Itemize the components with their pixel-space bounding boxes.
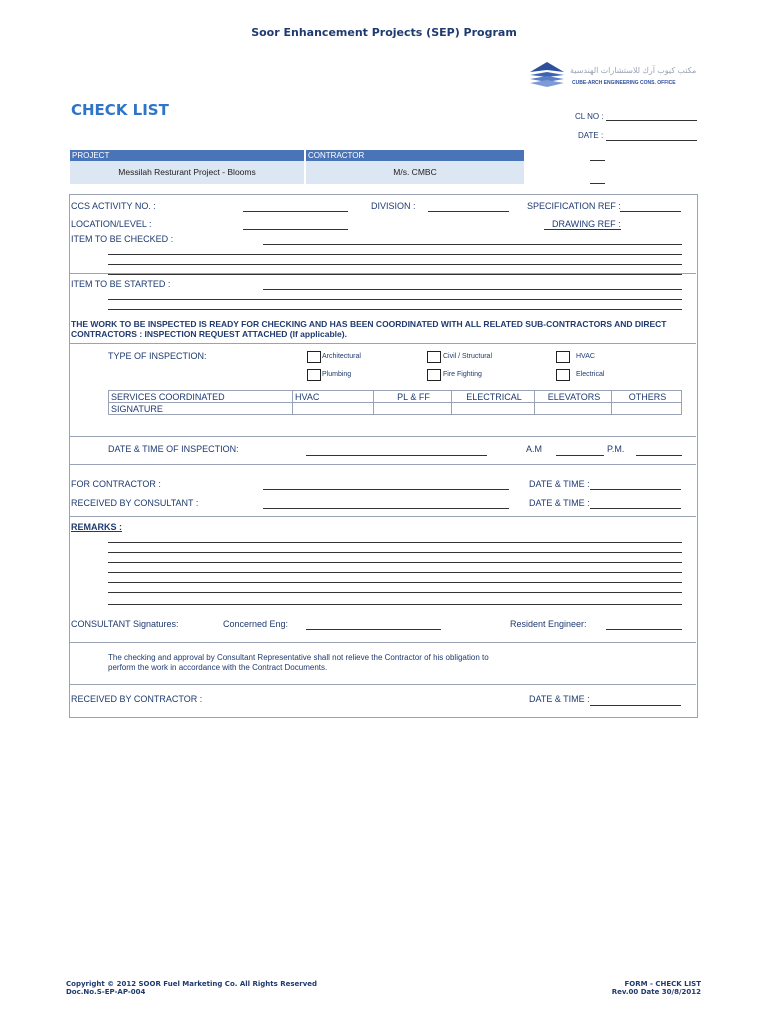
ccs-activity-field[interactable] (243, 211, 348, 212)
location-level-field[interactable] (243, 229, 348, 230)
civil-structural-label: Civil / Structural (443, 353, 493, 360)
item-checked-line-3[interactable] (108, 264, 682, 265)
am-label: A.M (526, 444, 543, 454)
inspection-notice: THE WORK TO BE INSPECTED IS READY FOR CHECKING AND HAS BEEN COORDINATED WITH ALL RELATED SUB-CONTRACTORS AND DIRECT CONTRACTORS : INSPECTION REQUEST ATTACHED (If applicable). (71, 319, 667, 339)
division-label: DIVISION : (371, 201, 416, 211)
table-row (109, 403, 682, 415)
footer-right (612, 980, 701, 996)
am-field[interactable] (556, 455, 604, 456)
pl-ff-signature-cell[interactable] (374, 403, 452, 415)
fire-fighting-label: Fire Fighting (443, 371, 482, 378)
electrical-signature-cell[interactable] (452, 403, 535, 415)
divider-3 (70, 436, 696, 437)
electrical-label: Electrical (576, 371, 605, 378)
project-block (70, 150, 304, 184)
pm-field[interactable] (636, 455, 682, 456)
logo-mark-icon (528, 60, 566, 90)
item-checked-label: ITEM TO BE CHECKED : (71, 234, 174, 244)
contractor-label: CONTRACTOR (306, 150, 524, 161)
hvac-label: HVAC (576, 353, 595, 360)
table-row (109, 391, 682, 403)
revision-text: Rev.00 Date 30/8/2012 (611, 988, 701, 996)
date-field[interactable] (606, 140, 697, 141)
resident-engineer-field[interactable] (606, 629, 682, 630)
item-started-line-2[interactable] (108, 299, 682, 300)
contractor-date-time-field[interactable] (590, 705, 681, 706)
division-field[interactable] (428, 211, 509, 212)
remarks-line-6[interactable] (108, 592, 682, 593)
contractor-value: M/s. CMBC (306, 161, 524, 184)
contractor-date-time-label: DATE & TIME : (529, 694, 590, 704)
footer-left (66, 980, 317, 996)
item-started-label: ITEM TO BE STARTED : (71, 279, 171, 289)
divider-4 (70, 464, 696, 465)
item-started-line-1[interactable] (263, 289, 682, 290)
remarks-line-4[interactable] (108, 572, 682, 573)
program-title: Soor Enhancement Projects (SEP) Program (251, 26, 517, 39)
signature-label-cell: SIGNATURE (109, 403, 293, 415)
contractor-block (306, 150, 524, 184)
specification-ref-field[interactable] (620, 211, 681, 212)
project-value: Messilah Resturant Project - Blooms (70, 161, 304, 184)
for-contractor-date-time-field[interactable] (590, 489, 681, 490)
project-label: PROJECT (70, 150, 304, 161)
disclaimer-line-2: perform the work in accordance with the Contract Documents. (108, 663, 328, 672)
ccs-activity-label: CCS ACTIVITY NO. : (71, 201, 156, 211)
consultant-signatures-label: CONSULTANT Signatures: (71, 619, 179, 629)
concerned-eng-field[interactable] (306, 629, 441, 630)
form-name-text: FORM - CHECK LIST (624, 980, 701, 988)
remarks-line-5[interactable] (108, 582, 682, 583)
item-checked-line-1[interactable] (263, 244, 682, 245)
services-table (108, 390, 682, 415)
pl-ff-header-cell: PL & FF (374, 391, 452, 403)
remarks-label: REMARKS : (71, 522, 122, 532)
cl-no-label: CL NO : (575, 112, 604, 121)
location-level-label: LOCATION/LEVEL : (71, 219, 152, 229)
disclaimer-line-1: The checking and approval by Consultant Representative shall not relieve the Contractor of his obligation to (108, 653, 489, 662)
for-contractor-date-time-label: DATE & TIME : (529, 479, 590, 489)
received-by-consultant-field[interactable] (263, 508, 509, 509)
electrical-header-cell: ELECTRICAL (452, 391, 535, 403)
architectural-checkbox[interactable] (307, 351, 321, 363)
cl-no-field[interactable] (606, 120, 697, 121)
fire-fighting-checkbox[interactable] (427, 369, 441, 381)
divider-2 (70, 343, 696, 344)
type-of-inspection-label: TYPE OF INSPECTION: (108, 351, 207, 361)
services-coordinated-cell: SERVICES COORDINATED (109, 391, 293, 403)
short-line-1 (590, 160, 605, 161)
divider-5 (70, 516, 696, 517)
remarks-line-3[interactable] (108, 562, 682, 563)
for-contractor-label: FOR CONTRACTOR : (71, 479, 161, 489)
consultant-date-time-label: DATE & TIME : (529, 498, 590, 508)
specification-ref-label: SPECIFICATION REF : (527, 201, 621, 211)
others-signature-cell[interactable] (612, 403, 682, 415)
copyright-text: Copyright © 2012 SOOR Fuel Marketing Co. All Rights Reserved (66, 980, 318, 988)
others-header-cell: OTHERS (612, 391, 682, 403)
received-by-contractor-label: RECEIVED BY CONTRACTOR : (71, 694, 203, 704)
elevators-header-cell: ELEVATORS (535, 391, 612, 403)
hvac-header-cell: HVAC (293, 391, 374, 403)
received-by-consultant-label: RECEIVED BY CONSULTANT : (71, 498, 199, 508)
drawing-ref-field[interactable] (544, 229, 621, 230)
logo-english-text: CUBE-ARCH ENGINEERING CONS. OFFICE (572, 80, 676, 86)
date-time-inspection-field[interactable] (306, 455, 487, 456)
logo-arabic-text: مكتب كيوب آرك للاستشارات الهندسية (570, 66, 697, 75)
item-started-line-3[interactable] (108, 309, 682, 310)
resident-engineer-label: Resident Engineer: (510, 619, 587, 629)
hvac-checkbox[interactable] (556, 351, 570, 363)
architectural-label: Architectural (322, 353, 361, 360)
company-logo (528, 60, 697, 94)
short-line-2 (590, 183, 605, 184)
plumbing-checkbox[interactable] (307, 369, 321, 381)
remarks-line-1[interactable] (108, 542, 682, 543)
drawing-ref-label: DRAWING REF : (552, 219, 621, 229)
item-checked-line-4[interactable] (108, 274, 682, 275)
date-time-inspection-label: DATE & TIME OF INSPECTION: (108, 444, 239, 454)
divider-7 (70, 684, 696, 685)
pm-label: P.M. (607, 444, 625, 454)
consultant-date-time-field[interactable] (590, 508, 681, 509)
hvac-signature-cell[interactable] (293, 403, 374, 415)
elevators-signature-cell[interactable] (535, 403, 612, 415)
remarks-line-7[interactable] (108, 604, 682, 605)
civil-structural-checkbox[interactable] (427, 351, 441, 363)
remarks-line-2[interactable] (108, 552, 682, 553)
date-label: DATE : (578, 131, 604, 140)
doc-number-text: Doc.No.S-EP-AP-004 (66, 988, 146, 996)
electrical-checkbox[interactable] (556, 369, 570, 381)
item-checked-line-2[interactable] (108, 254, 682, 255)
plumbing-label: Plumbing (322, 371, 352, 378)
form-title: CHECK LIST (71, 101, 169, 119)
concerned-eng-label: Concerned Eng: (223, 619, 289, 629)
for-contractor-field[interactable] (263, 489, 509, 490)
divider-6 (70, 642, 696, 643)
